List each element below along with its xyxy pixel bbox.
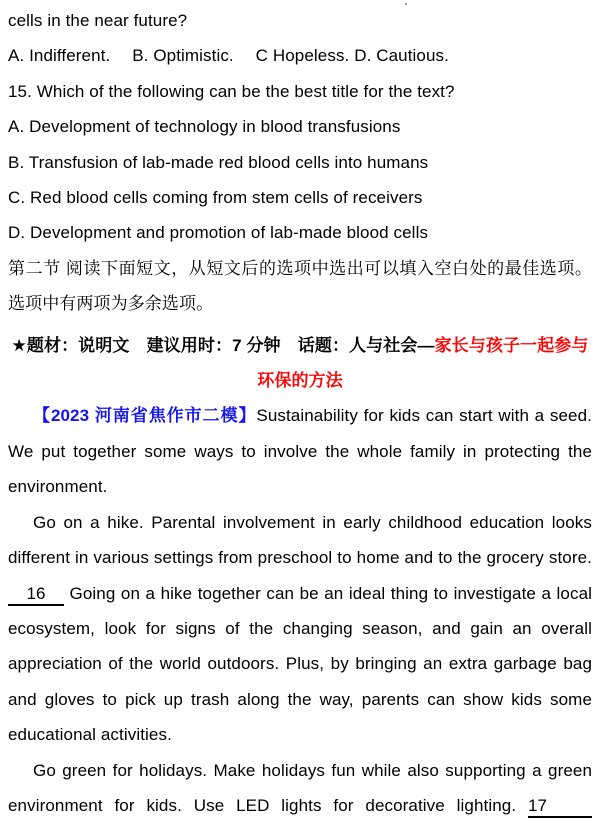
blank-17: 17 [528,796,592,818]
passage-paragraph-3 [8,753,592,823]
passage-paragraph-2-text-pre: Go on a hike. Parental involvement in early childhood education looks different in various settings from preschool to home and to the grocery store. [8,512,592,568]
prev-question-tail-line: cells in the near future? [8,11,188,30]
question-15-line: 15. Which of the following can be the best title for the text? [8,81,455,101]
passage-paragraph-1-text: Sustainability for kids can start with a seed. We put together some ways to involve the whole family in protecting the environment. [8,406,592,497]
passage-paragraph-2-text-post: Going on a hike together can be an ideal thing to investigate a local ecosystem, look for signs of the changing season, and gain an overall appreciation of the world outdoors. Plus, by bringing an extra garbage bag and gloves to pick up trash along the way, parents can show kids some educational activities. [8,583,592,745]
passage-paragraph-1 [8,398,592,504]
question-15-option-b: B. Transfusion of lab-made red blood cells into humans [8,152,429,172]
passage-source-tag: 【2023 河南省焦作市二模】 [33,406,257,426]
question-14-options-line: A. Indifferent. B. Optimistic. C Hopeless. D. Cautious. [8,46,449,66]
passage-paragraph-2 [8,505,592,753]
topic-info-red-text: 家长与孩子一起参与环保的方法 [257,335,589,391]
question-15-option-c: C. Red blood cells coming from stem cells of receivers [8,188,423,208]
topic-info-line [8,328,592,399]
question-15-option-a: A. Development of technology in blood transfusions [8,117,401,137]
passage-paragraph-3-text-pre: Go green for holidays. Make holidays fun while also supporting a green environment for kids. Use LED lights for decorative lighting. [8,760,592,815]
topic-info-black-text: ★题材：说明文 建议用时：7 分钟 话题：人与社会— [11,335,435,355]
blank-16: 16 [8,584,64,606]
section-2-instructions: 第二节 阅读下面短文，从短文后的选项中选出可以填入空白处的最佳选项。选项中有两项为多余选项。 [8,258,592,314]
screen-artifact-dot [405,3,407,5]
question-15-option-d: D. Development and promotion of lab-made blood cells [8,223,429,243]
